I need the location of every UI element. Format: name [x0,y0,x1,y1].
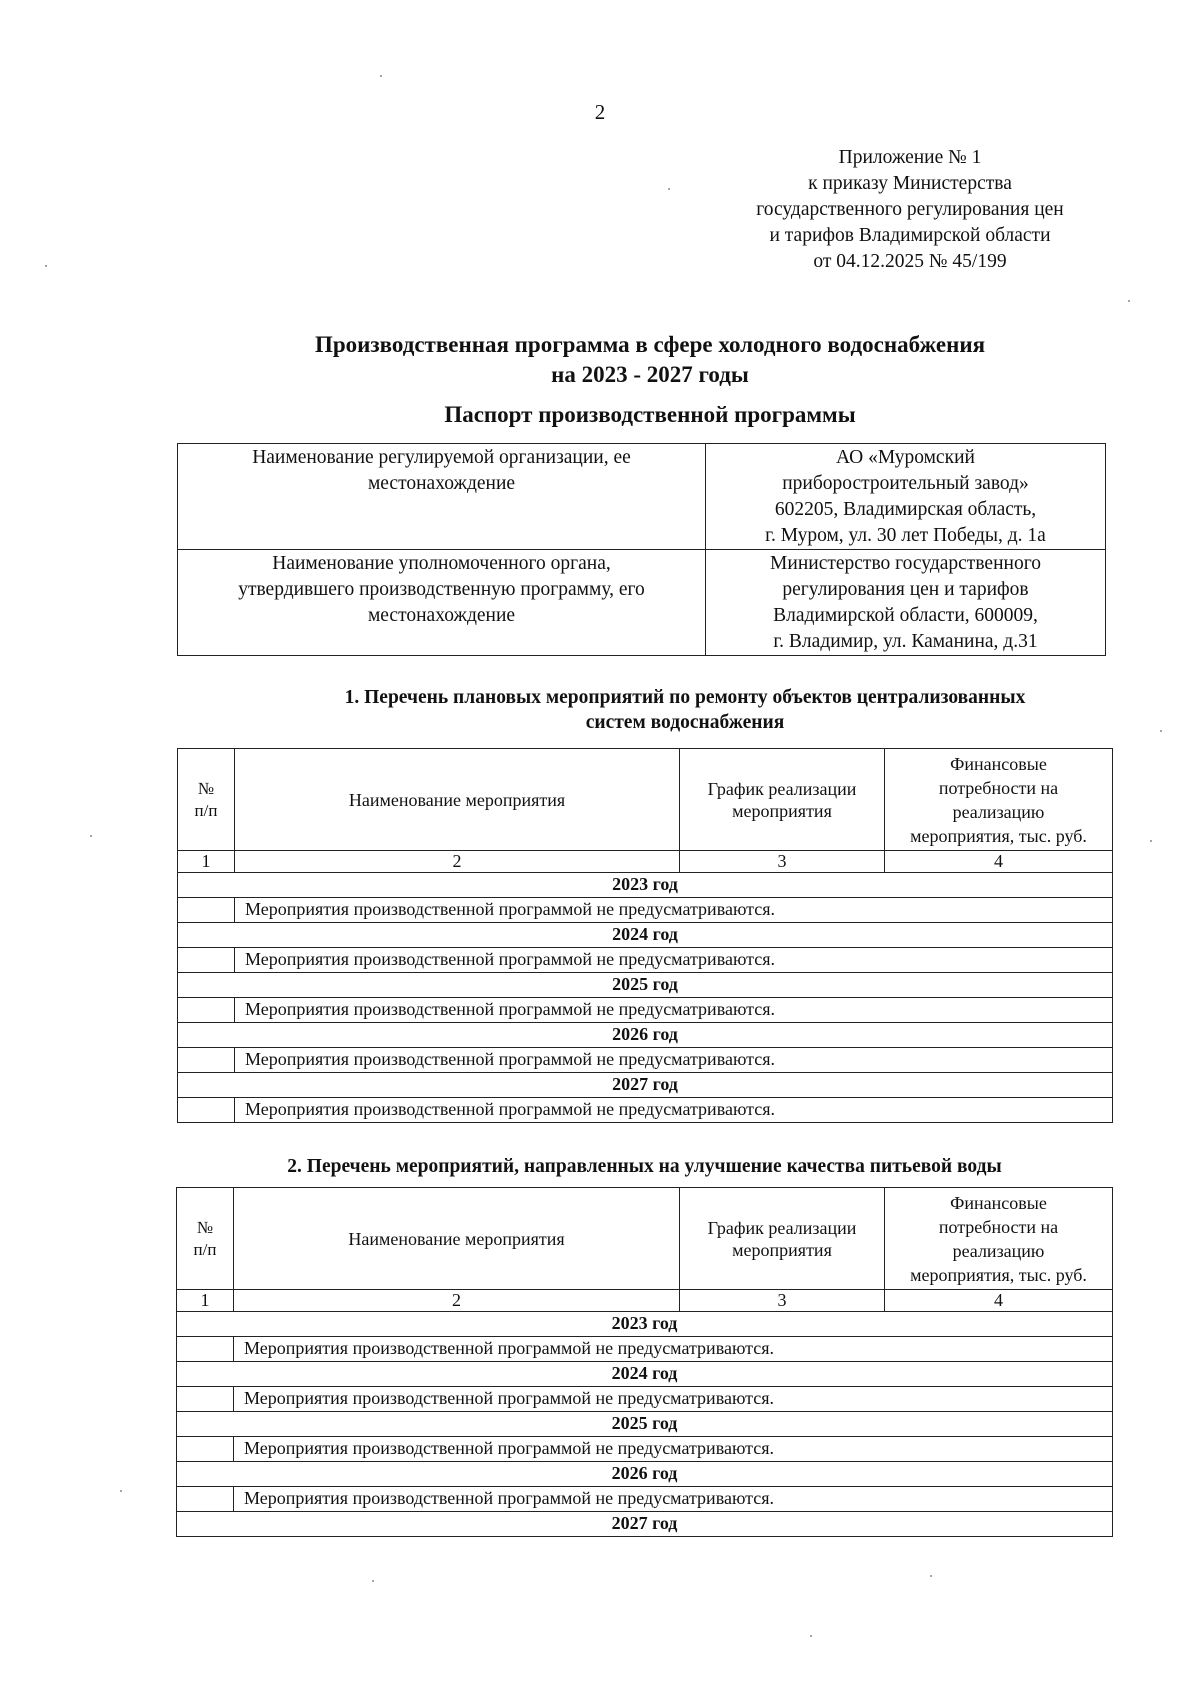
passport-label-line: утвердившего производственную программу, его [238,579,645,600]
document-title-line: Производственная программа в сфере холодного водоснабжения [314,332,986,357]
row-number [178,948,235,973]
passport-row [178,444,1106,550]
passport-value-line: 602205, Владимирская область, [774,499,1037,520]
scan-speck [930,1575,932,1577]
year-row [178,1073,1113,1098]
row-text: Мероприятия производственной программой не предусматриваются. [234,1337,1113,1362]
header-cell-finance [885,749,1113,851]
header-text: п/п [194,800,218,820]
column-number: 4 [885,1290,1113,1312]
table-row [178,998,1113,1023]
section1-table [177,748,1113,1123]
table-row [177,1437,1113,1462]
table-row [178,1048,1113,1073]
scan-speck [45,265,47,267]
year-row [177,1512,1113,1537]
year-label: 2026 год [178,1023,1113,1048]
header-text: № [196,1217,214,1237]
year-row [177,1312,1113,1337]
year-label: 2023 год [177,1312,1113,1337]
document-title-line: на 2023 - 2027 годы [551,362,749,387]
header-text: потребности на [938,1216,1059,1237]
appendix-line: и тарифов Владимирской области [769,225,1051,246]
row-number [178,1048,235,1073]
header-text: реализацию [952,1240,1045,1261]
year-label: 2025 год [177,1412,1113,1437]
table-row [178,898,1113,923]
row-number [177,1337,234,1362]
passport-label-line: Наименование регулируемой организации, ее [252,447,631,468]
year-label: 2026 год [177,1462,1113,1487]
row-number [177,1437,234,1462]
row-text: Мероприятия производственной программой не предусматриваются. [235,948,1113,973]
appendix-line: от 04.12.2025 № 45/199 [813,251,1007,272]
row-text: Мероприятия производственной программой не предусматриваются. [235,898,1113,923]
row-number [178,998,235,1023]
scan-speck [1160,730,1162,732]
header-text: реализацию [952,801,1045,822]
header-text: п/п [193,1239,217,1259]
header-text: График реализации [707,1217,857,1238]
scan-speck [380,75,382,77]
year-label: 2027 год [178,1073,1113,1098]
header-cell-schedule [680,749,885,851]
section1-title-line: систем водоснабжения [585,712,785,733]
column-number-row [178,851,1113,873]
section2-table [176,1187,1113,1537]
year-label: 2023 год [178,873,1113,898]
table-header-row [178,749,1113,851]
appendix-block [720,145,1100,275]
header-text: № [197,778,215,798]
row-number [178,898,235,923]
appendix-line: к приказу Министерства [808,173,1012,194]
year-label: 2024 год [177,1362,1113,1387]
row-number [177,1387,234,1412]
scan-speck [372,1580,374,1582]
section1-title [265,685,1105,735]
header-text: мероприятия, тыс. руб. [910,1264,1087,1285]
header-text: мероприятия [732,800,832,821]
row-text: Мероприятия производственной программой не предусматриваются. [234,1437,1113,1462]
row-text: Мероприятия производственной программой не предусматриваются. [235,1048,1113,1073]
header-cell-name: Наименование мероприятия [234,1188,680,1290]
passport-value-cell [706,550,1106,656]
page-number: 2 [594,100,606,124]
row-number [177,1487,234,1512]
appendix-line: Приложение № 1 [838,147,982,168]
passport-value-line: г. Владимир, ул. Каманина, д.31 [773,631,1038,652]
passport-value-line: приборостроительный завод» [782,473,1029,494]
passport-label-line: Наименование уполномоченного органа, [272,553,611,574]
scan-speck [668,188,670,190]
year-row [178,873,1113,898]
table-row [177,1487,1113,1512]
column-number: 1 [178,851,235,873]
section2-title: 2. Перечень мероприятий, направленных на улучшение качества питьевой воды [287,1156,1002,1177]
header-cell-schedule [680,1188,885,1290]
passport-label-line: местонахождение [367,605,516,626]
passport-value-line: Министерство государственного [770,553,1041,574]
header-cell-finance [885,1188,1113,1290]
header-text: Финансовые [950,1192,1047,1213]
table-header-row [177,1188,1113,1290]
row-text: Мероприятия производственной программой не предусматриваются. [235,1098,1113,1123]
passport-label-cell [178,444,706,550]
year-label: 2025 год [178,973,1113,998]
table-row [178,1098,1113,1123]
passport-label-line: местонахождение [367,473,516,494]
header-text: Финансовые [950,753,1047,774]
year-row [178,973,1113,998]
header-text: мероприятия [732,1239,832,1260]
scan-speck [810,1635,812,1637]
passport-value-line: г. Муром, ул. 30 лет Победы, д. 1а [765,525,1046,546]
column-number: 3 [680,1290,885,1312]
passport-value-cell [706,444,1106,550]
header-cell-number [177,1188,234,1290]
document-title [150,330,1150,390]
header-cell-name: Наименование мероприятия [235,749,680,851]
passport-value-line: АО «Муромский [836,447,975,468]
year-row [178,923,1113,948]
scan-speck [1128,300,1130,302]
row-text: Мероприятия производственной программой не предусматриваются. [234,1387,1113,1412]
column-number: 2 [235,851,680,873]
appendix-line: государственного регулирования цен [756,199,1064,220]
column-number: 2 [234,1290,680,1312]
row-number [178,1098,235,1123]
passport-label-cell [178,550,706,656]
header-text: График реализации [707,778,857,799]
passport-value-line: Владимирской области, 600009, [773,605,1038,626]
column-number: 3 [680,851,885,873]
passport-value-line: регулирования цен и тарифов [782,579,1029,600]
year-row [177,1462,1113,1487]
row-text: Мероприятия производственной программой не предусматриваются. [235,998,1113,1023]
year-label: 2027 год [177,1512,1113,1537]
column-number-row [177,1290,1113,1312]
row-text: Мероприятия производственной программой не предусматриваются. [234,1487,1113,1512]
column-number: 1 [177,1290,234,1312]
column-number: 4 [885,851,1113,873]
table-row [177,1387,1113,1412]
passport-row [178,550,1106,656]
year-row [178,1023,1113,1048]
scan-speck [90,835,92,837]
header-cell-number [178,749,235,851]
year-label: 2024 год [178,923,1113,948]
table-row [177,1337,1113,1362]
passport-title: Паспорт производственной программы [444,402,856,427]
passport-table [177,443,1106,656]
year-row [177,1362,1113,1387]
table-row [178,948,1113,973]
scan-speck [120,1490,122,1492]
section1-title-line: 1. Перечень плановых мероприятий по ремонту объектов централизованных [344,687,1026,708]
scan-speck [1150,840,1152,842]
year-row [177,1412,1113,1437]
header-text: мероприятия, тыс. руб. [910,825,1087,846]
header-text: потребности на [938,777,1059,798]
